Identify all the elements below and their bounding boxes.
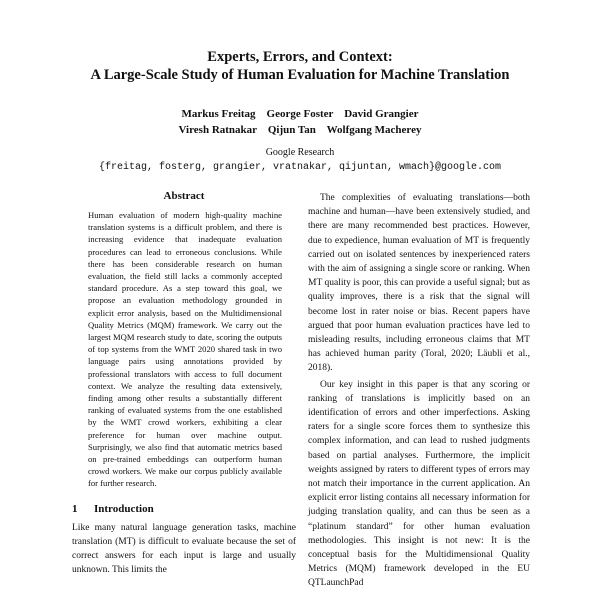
paragraph-key-insight: Our key insight in this paper is that any scoring or ranking of translations is implicitly based on an identification of errors and other imperfections. Asking raters for a single score forces them to synthesize this complex information, and can lead to rushed judgments based on partial analyses. Furthermore, the implicit weights assigned by raters to different types of errors may not match their importance in the current application. An explicit error listing contains all necessary information for judging translation quality, and can thus be seen as a “platinum standard” for other human evaluation methodologies. This insight is not new: It is the conceptual basis for the Multidimensional Quality Metrics (MQM) framework developed in the EU QTLaunchPad	[308, 379, 530, 589]
paper-title	[0, 48, 600, 84]
paragraph-complexities: The complexities of evaluating translations—both machine and human—have been extensively studied, and there are many recommended best practices. However, due to expedience, human evaluation of MT is frequently carried out on isolated sentences by inexperienced raters with the aim of assigning a single score or ranking. When MT quality is poor, this can provide a useful signal; but as quality improves, there is a risk that the signal will become lost in rater noise or bias. Recent papers have argued that poor human evaluation practices have led to misleading results, including erroneous claims that MT has achieved human parity (Toral, 2020; Läubli et al., 2018).	[308, 193, 530, 374]
section-title: Introduction	[94, 502, 154, 515]
title-line-1: Experts, Errors, and Context:	[207, 49, 393, 65]
section-heading-introduction	[72, 501, 296, 517]
author-emails: {freitag, fosterg, grangier, vratnakar, qijuntan, wmach}@google.com	[98, 162, 502, 173]
abstract-text: Human evaluation of modern high-quality machine translation systems is a difficult problem, and there is increasing evidence that inadequate evaluation procedures can lead to erroneous conclusions. While there has been considerable research on human evaluation, the field still lacks a commonly accepted standard procedure. As a step toward this goal, we propose an evaluation methodology grounded in explicit error analysis, based on the Multidimensional Quality Metrics (MQM) framework. We carry out the largest MQM research study to date, scoring the outputs of top systems from the WMT 2020 shared task in two language pairs using annotations provided by professional translators with access to full document context. We analyze the resulting data extensively, finding among other results a substantially different ranking of evaluated systems from the one established by the WMT crowd workers, exhibiting a clear preference for human over machine output. Surprisingly, we also find that automatic metrics based on pre-trained embeddings can outperform human crowd workers. We make our corpus publicly available for further research.	[88, 210, 282, 489]
title-line-2: A Large-Scale Study of Human Evaluation for Machine Translation	[90, 67, 510, 83]
right-column	[308, 191, 530, 591]
affiliation: Google Research	[265, 147, 335, 158]
section-number: 1	[72, 502, 78, 515]
author-list	[0, 106, 600, 138]
authors-line-2: Viresh Ratnakar Qijun Tan Wolfgang Macherey	[178, 124, 422, 136]
authors-line-1: Markus Freitag George Foster David Grangier	[181, 108, 419, 120]
left-column	[72, 188, 296, 577]
introduction-text: Like many natural language generation tasks, machine translation (MT) is difficult to evaluate because the set of correct answers for each input is large and usually unknown. This limits the	[72, 522, 296, 575]
abstract-heading: Abstract	[163, 190, 205, 202]
